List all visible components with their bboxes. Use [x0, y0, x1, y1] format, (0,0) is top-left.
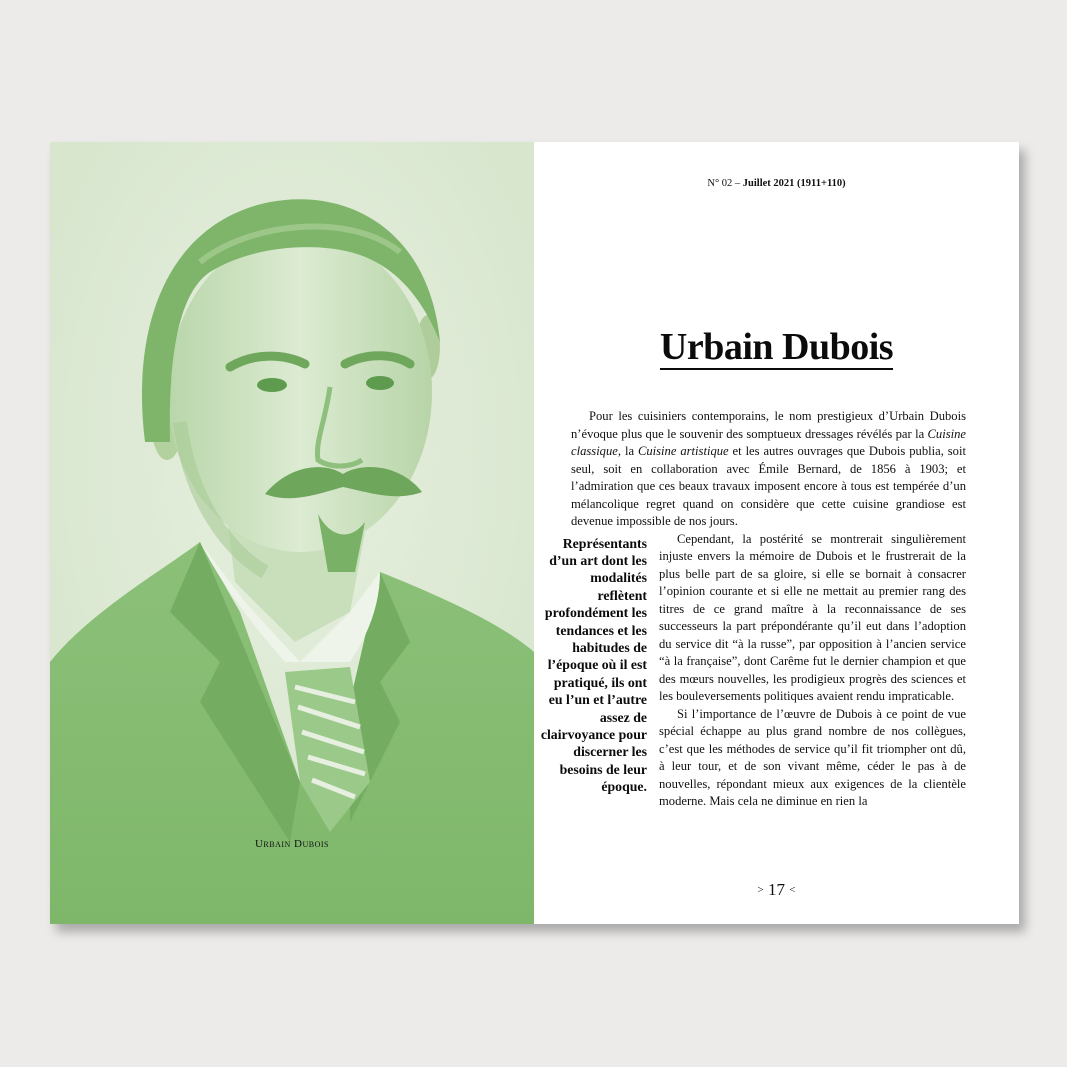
right-page [534, 142, 1019, 924]
folio-left-mark: > [757, 884, 764, 896]
paragraph-1: Pour les cuisiniers contemporains, le nom prestigieux d’Urbain Dubois n’évoque plus que le souvenir des somptueux dressages révélés par la Cuisine classique, la Cuisine artistique et les autres ouvrages que Dubois publia, soit seul, soit en collaboration avec Émile Bernard, de 1856 à 1903; et l’admiration que ces beaux travaux imposent encore à tous est tempérée d’un mélancolique regret quand on considère que cette cuisine grandiose est devenue impossible de nos jours. [571, 409, 966, 528]
magazine-spread [50, 142, 1019, 924]
portrait-photo [50, 142, 534, 924]
article-title: Urbain Dubois [659, 326, 894, 368]
issue-date: Juillet 2021 (1911+110) [742, 178, 846, 189]
folio-right-mark: < [789, 884, 796, 896]
photo-caption: Urbain Dubois [254, 838, 330, 850]
folio-number: 17 [768, 880, 785, 899]
page-number [534, 880, 1019, 900]
article-body [540, 408, 966, 811]
pull-quote: Représentants d’un art dont les modalités reflètent profondément les tendances et les habitudes de l’époque où il est pratiqué, ils ont eu l’un et l’autre assez de clairvoyance pour discerner les besoins de leur époque. [540, 535, 647, 795]
paragraph-3: Si l’importance de l’œuvre de Dubois à ce point de vue spécial échappe au plus grand nombre de nos collègues, c’est que les méthodes de service qu’il fit triompher ont dû, à leur tour, et de son vivant même, céder le pas à de nouvelles, répondant mieux aux exigences de la clientèle moderne. Mais cela ne diminue en rien la [659, 706, 966, 808]
left-page [50, 142, 534, 924]
paragraph-2: Cependant, la postérité se montrerait singulièrement injuste envers la mémoire de Dubois et le frustrerait de la plus belle part de sa gloire, si elle se bornait à consacrer l’opinion courante et si elle ne mettait au premier rang des titres de ce grand maître à la reconnaissance de ses successeurs la part prépondérante qu’il eut dans l’adoption du service dit “à la russe”, par opposition à l’ancien service “à la française”, dont Carême fut le dernier champion et que des mœurs nouvelles, les prodigieux progrès des sciences et les bouleversements politiques avaient rendu impraticable. [659, 531, 966, 703]
issue-number: N° 02 – [707, 178, 743, 189]
issue-header [534, 178, 1019, 189]
